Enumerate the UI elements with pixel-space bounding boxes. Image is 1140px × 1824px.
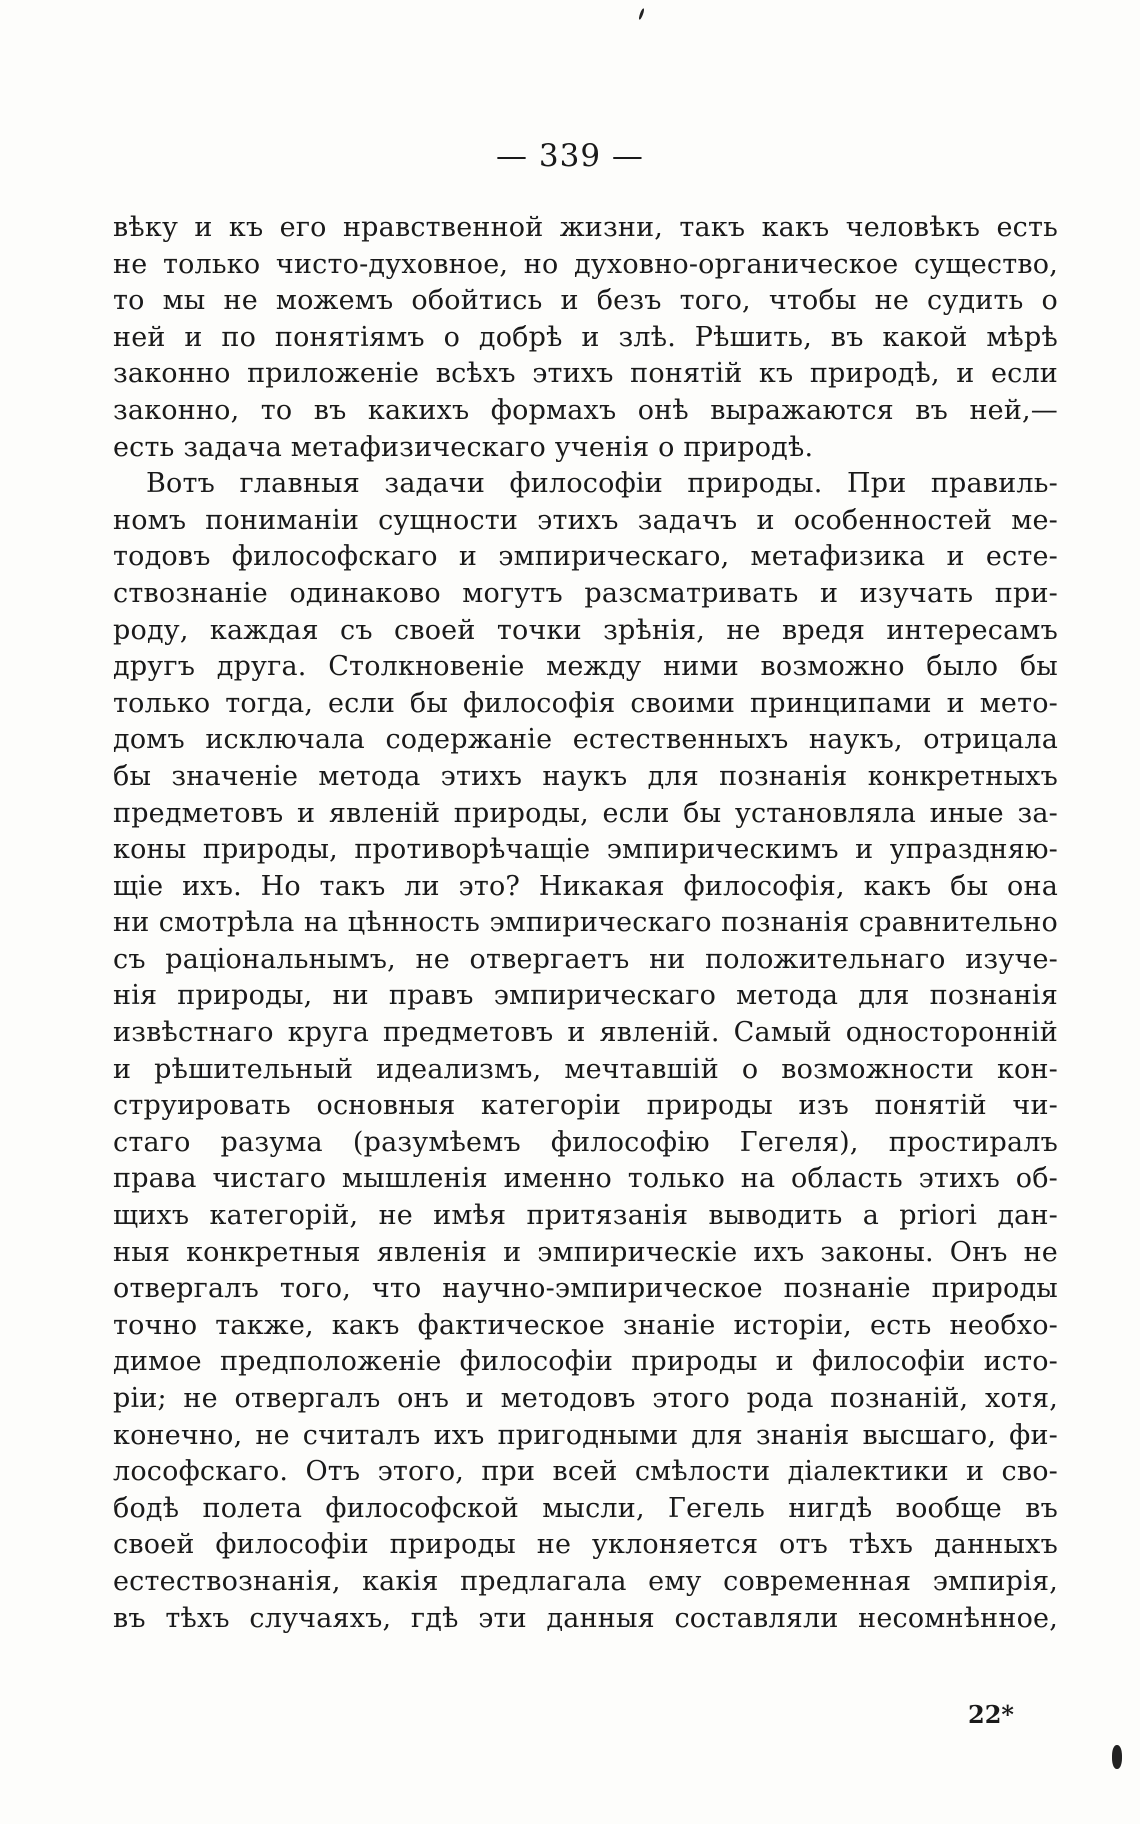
text-line: другъ друга. Столкновеніе между ними возможно было бы [113,651,1058,683]
text-line: ни смотрѣла на цѣнность эмпирическаго познанія сравнительно [113,907,1058,939]
text-line: бодѣ полета философской мысли, Гегель нигдѣ вообще въ [113,1492,1058,1524]
text-line: тодовъ философскаго и эмпирическаго, метафизика и есте- [113,541,1058,573]
text-line: вѣку и къ его нравственной жизни, такъ какъ человѣкъ есть [113,212,1058,243]
text-line: законно, то въ какихъ формахъ онѣ выражаются въ ней,— [113,394,1058,426]
text-line: бы значеніе метода этихъ наукъ для познанія конкретныхъ [113,760,1058,792]
text-line: въ тѣхъ случаяхъ, гдѣ эти данныя составляли несомнѣнное, [113,1602,1058,1634]
text-line: предметовъ и явленій природы, если бы установляла иные за- [113,797,1058,829]
text-line: конечно, не считалъ ихъ пригодными для знанія высшаго, фи- [113,1419,1058,1451]
text-line: есть задача метафизическаго ученія о природѣ. [113,431,814,463]
text-line: извѣстнаго круга предметовъ и явленій. Самый односторонній [113,1017,1058,1049]
text-line: съ раціональнымъ, не отвергаетъ ни положительнаго изуче- [113,943,1058,975]
text-line: щихъ категорій, не имѣя притязанія выводить a priori дан- [113,1200,1058,1232]
text-line: Вотъ главныя задачи философіи природы. При правиль- [146,468,1058,500]
text-line: ріи; не отвергалъ онъ и методовъ этого рода познаній, хотя, [113,1383,1058,1414]
text-line: струировать основныя категоріи природы изъ понятій чи- [113,1090,1058,1122]
text-line: и рѣшительный идеализмъ, мечтавшій о возможности кон- [113,1053,1058,1085]
text-line: не только чисто-духовное, но духовно-органическое существо, [113,248,1058,280]
text-line: нія природы, ни правъ эмпирическаго метода для познанія [113,980,1058,1012]
page-number: — 339 — [496,138,644,174]
text-line: только тогда, если бы философія своими принципами и мето- [113,687,1058,719]
ink-blot [1112,1745,1122,1769]
text-line: коны природы, противорѣчащіе эмпирическимъ и упраздняю- [113,834,1058,866]
text-line: точно также, какъ фактическое знаніе исторіи, есть необхо- [113,1309,1058,1341]
text-line: естествознанія, какія предлагала ему современная эмпирія, [113,1565,1058,1597]
text-line: ней и по понятіямъ о добрѣ и злѣ. Рѣшить, въ какой мѣрѣ [113,321,1058,353]
signature-mark: 22* [968,1700,1014,1729]
text-line: лософскаго. Отъ этого, при всей смѣлости діалектики и сво- [113,1456,1058,1488]
body-text [113,210,1058,1637]
text-line: права чистаго мышленія именно только на область этихъ об- [113,1163,1058,1195]
text-line: то мы не можемъ обойтись и безъ того, чтобы не судить о [113,285,1058,317]
ink-speck [638,8,645,20]
text-line: законно приложеніе всѣхъ этихъ понятій къ природѣ, и если [113,358,1058,390]
text-line: димое предположеніе философіи природы и философіи исто- [113,1346,1058,1378]
text-line: ныя конкретныя явленія и эмпирическіе ихъ законы. Онъ не [113,1236,1058,1268]
text-line: щіе ихъ. Но такъ ли это? Никакая философія, какъ бы она [113,870,1058,902]
text-line: домъ исключала содержаніе естественныхъ наукъ, отрицала [113,724,1058,756]
text-line: своей философіи природы не уклоняется отъ тѣхъ данныхъ [113,1529,1058,1561]
text-line: номъ пониманіи сущности этихъ задачъ и особенностей ме- [113,504,1058,536]
text-line: роду, каждая съ своей точки зрѣнія, не вредя интересамъ [113,614,1058,646]
text-line: стаго разума (разумѣемъ философію Гегеля), простиралъ [113,1126,1058,1158]
text-line: отвергалъ того, что научно-эмпирическое познаніе природы [113,1273,1058,1305]
text-line: ствознаніе одинаково могутъ разсматривать и изучать при- [113,577,1058,609]
